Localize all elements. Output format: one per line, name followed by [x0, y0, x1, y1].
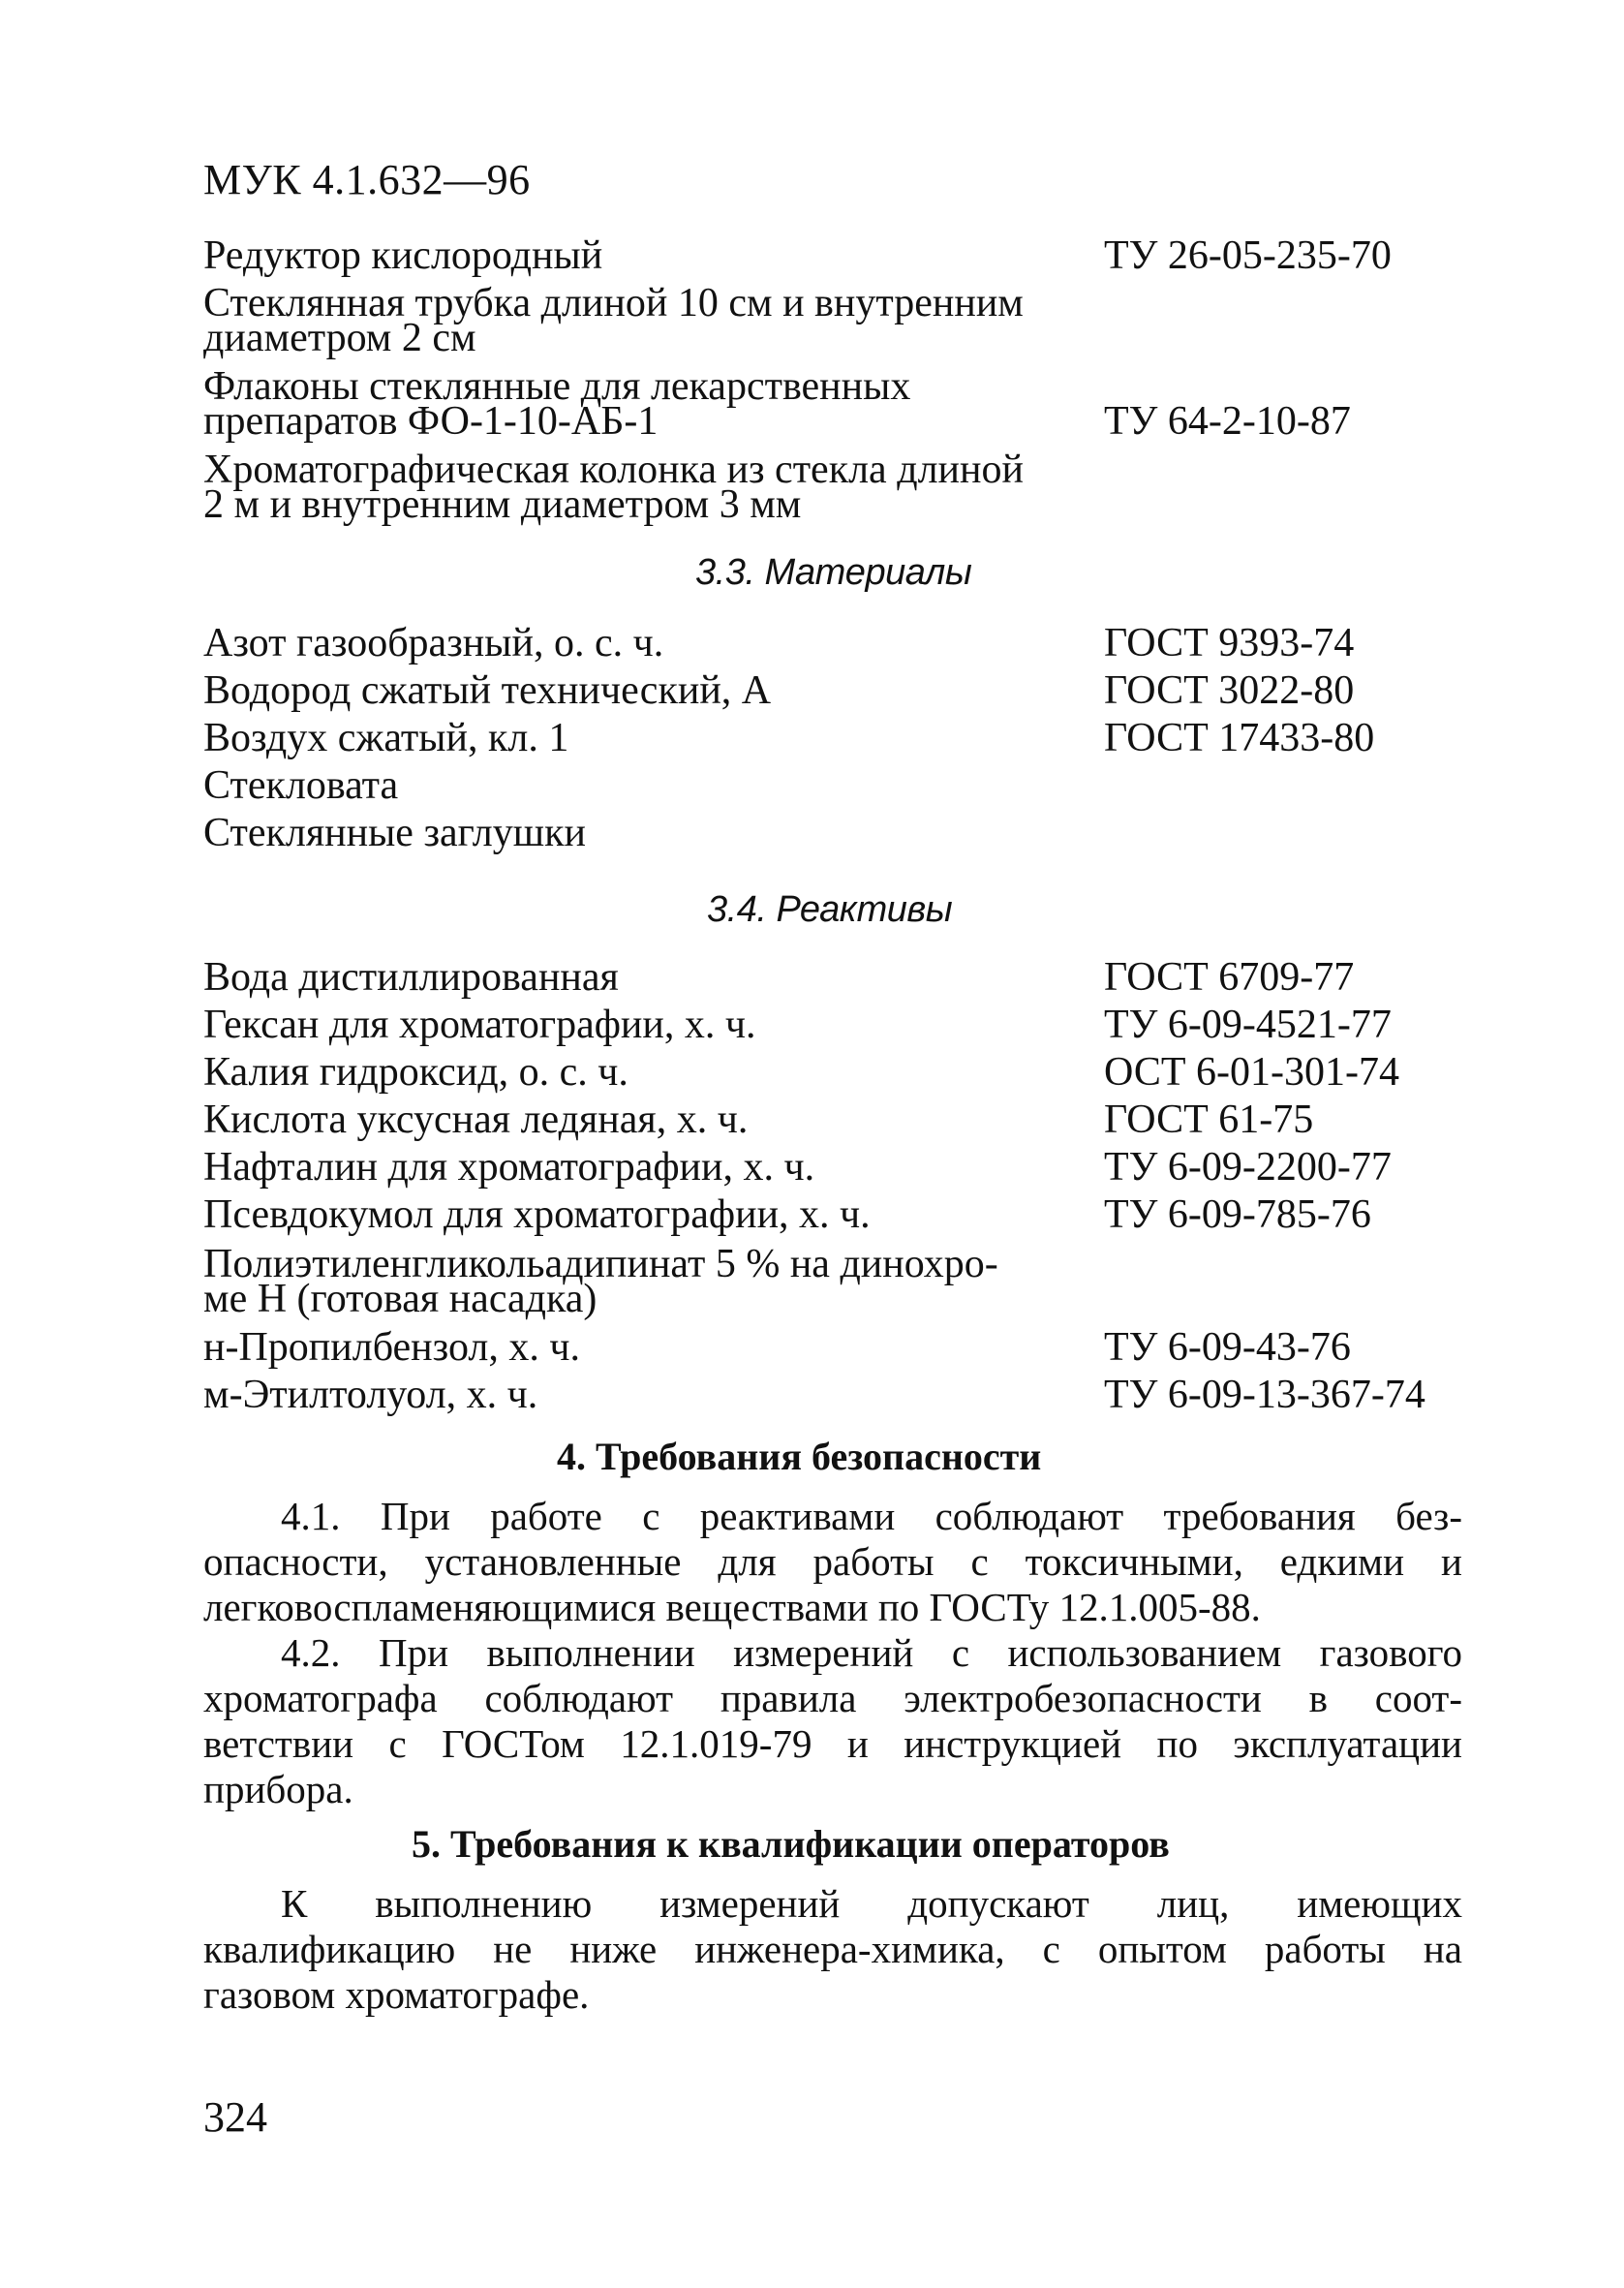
- item-standard: ТУ 6-09-43-76: [1104, 1325, 1351, 1370]
- item-standard: ТУ 6-09-13-367-74: [1104, 1373, 1425, 1417]
- item-name-line: Флаконы стеклянные для лекарственных: [203, 364, 911, 409]
- item-standard: ТУ 6-09-4521-77: [1104, 1003, 1392, 1047]
- item-name: Стекловата: [203, 763, 399, 808]
- item-standard: ТУ 26-05-235-70: [1104, 233, 1392, 278]
- list-item: [203, 448, 1491, 527]
- list-item: [203, 667, 1491, 715]
- item-name-line: Стеклянная трубка длиной 10 см и внутренним: [203, 281, 1024, 325]
- item-name: м-Этилтолуол, х. ч.: [203, 1373, 538, 1417]
- list-item: [203, 954, 1491, 1002]
- list-item: [203, 1049, 1491, 1097]
- item-standard: ГОСТ 17433-80: [1104, 716, 1375, 760]
- item-name: Азот газообразный, о. с. ч.: [203, 621, 664, 665]
- paragraph-line: К выполнению измерений допускают лиц, имеющих: [281, 1881, 1462, 1926]
- item-name: Воздух сжатый, кл. 1: [203, 716, 569, 760]
- item-standard: ГОСТ 6709-77: [1104, 955, 1355, 1000]
- item-name: Псевдокумол для хроматографии, х. ч.: [203, 1192, 871, 1237]
- paragraph-line: 4.2. При выполнении измерений с использованием газового: [281, 1630, 1462, 1675]
- list-item: [203, 620, 1491, 667]
- item-name-line: Хроматографическая колонка из стекла длиной: [203, 448, 1024, 492]
- safety-paragraph-1: [203, 1494, 1462, 1630]
- paragraph-line: ветствии с ГОСТом 12.1.019-79 и инструкцией по эксплуатации: [203, 1721, 1462, 1766]
- item-name: н-Пропилбензол, х. ч.: [203, 1325, 581, 1370]
- materials-list: [203, 620, 1491, 857]
- item-name-line: Полиэтиленгликольадипинат 5 % на динохро-: [203, 1242, 998, 1286]
- list-item: [203, 762, 1491, 810]
- list-item: [203, 1097, 1491, 1144]
- paragraph-line: прибора.: [203, 1767, 353, 1811]
- item-name: Водород сжатый технический, А: [203, 668, 772, 713]
- materials-title: 3.3. Материалы: [695, 552, 972, 593]
- list-item: [203, 232, 1491, 280]
- list-item: [203, 1372, 1491, 1419]
- list-item: [203, 715, 1491, 762]
- list-item: [203, 364, 1491, 444]
- qualification-title: 5. Требования к квалификации операторов: [412, 1822, 1170, 1866]
- paragraph-line: квалификацию не ниже инженера-химика, с опытом работы на: [203, 1927, 1462, 1971]
- item-standard: ГОСТ 9393-74: [1104, 621, 1355, 665]
- document-code: МУК 4.1.632—96: [203, 156, 531, 203]
- list-item: [203, 1242, 1491, 1321]
- paragraph-line: 4.1. При работе с реактивами соблюдают требования без-: [281, 1494, 1462, 1538]
- item-name-line: диаметром 2 см: [203, 316, 476, 360]
- item-standard: ТУ 64-2-10-87: [1104, 399, 1351, 444]
- item-name-line: 2 м и внутренним диаметром 3 мм: [203, 482, 802, 527]
- item-name-line: ме Н (готовая насадка): [203, 1277, 598, 1321]
- item-name: Кислота уксусная ледяная, х. ч.: [203, 1098, 749, 1142]
- item-standard: ГОСТ 61-75: [1104, 1098, 1314, 1142]
- reagents-list: [203, 954, 1491, 1419]
- item-name: Гексан для хроматографии, х. ч.: [203, 1003, 756, 1047]
- item-standard: ОСТ 6-01-301-74: [1104, 1050, 1399, 1095]
- list-item: [203, 281, 1491, 360]
- item-name: Стеклянные заглушки: [203, 811, 586, 855]
- qualification-paragraph: [203, 1881, 1462, 2018]
- paragraph-line: газовом хроматографе.: [203, 1972, 590, 2017]
- paragraph-line: опасности, установленные для работы с токсичными, едкими и: [203, 1539, 1462, 1584]
- item-standard: ТУ 6-09-2200-77: [1104, 1145, 1392, 1190]
- item-name-line: препаратов ФО-1-10-АБ-1: [203, 399, 659, 444]
- paragraph-line: легковоспламеняющимися веществами по ГОСТу 12.1.005-88.: [203, 1585, 1261, 1629]
- safety-title: 4. Требования безопасности: [557, 1435, 1042, 1478]
- list-item: [203, 1144, 1491, 1191]
- list-item: [203, 1191, 1491, 1239]
- item-name: Нафталин для хроматографии, х. ч.: [203, 1145, 815, 1190]
- equipment-list: [203, 232, 1491, 527]
- item-standard: ГОСТ 3022-80: [1104, 668, 1355, 713]
- item-standard: ТУ 6-09-785-76: [1104, 1192, 1371, 1237]
- item-name: Редуктор кислородный: [203, 233, 603, 278]
- paragraph-line: хроматографа соблюдают правила электробезопасности в соот-: [203, 1676, 1462, 1720]
- list-item: [203, 1002, 1491, 1049]
- page-number: 324: [203, 2093, 267, 2141]
- list-item: [203, 810, 1491, 857]
- item-name: Калия гидроксид, о. с. ч.: [203, 1050, 628, 1095]
- item-name: Вода дистиллированная: [203, 955, 619, 1000]
- reagents-title: 3.4. Реактивы: [707, 889, 953, 930]
- list-item: [203, 1324, 1491, 1372]
- safety-paragraph-2: [203, 1630, 1462, 1812]
